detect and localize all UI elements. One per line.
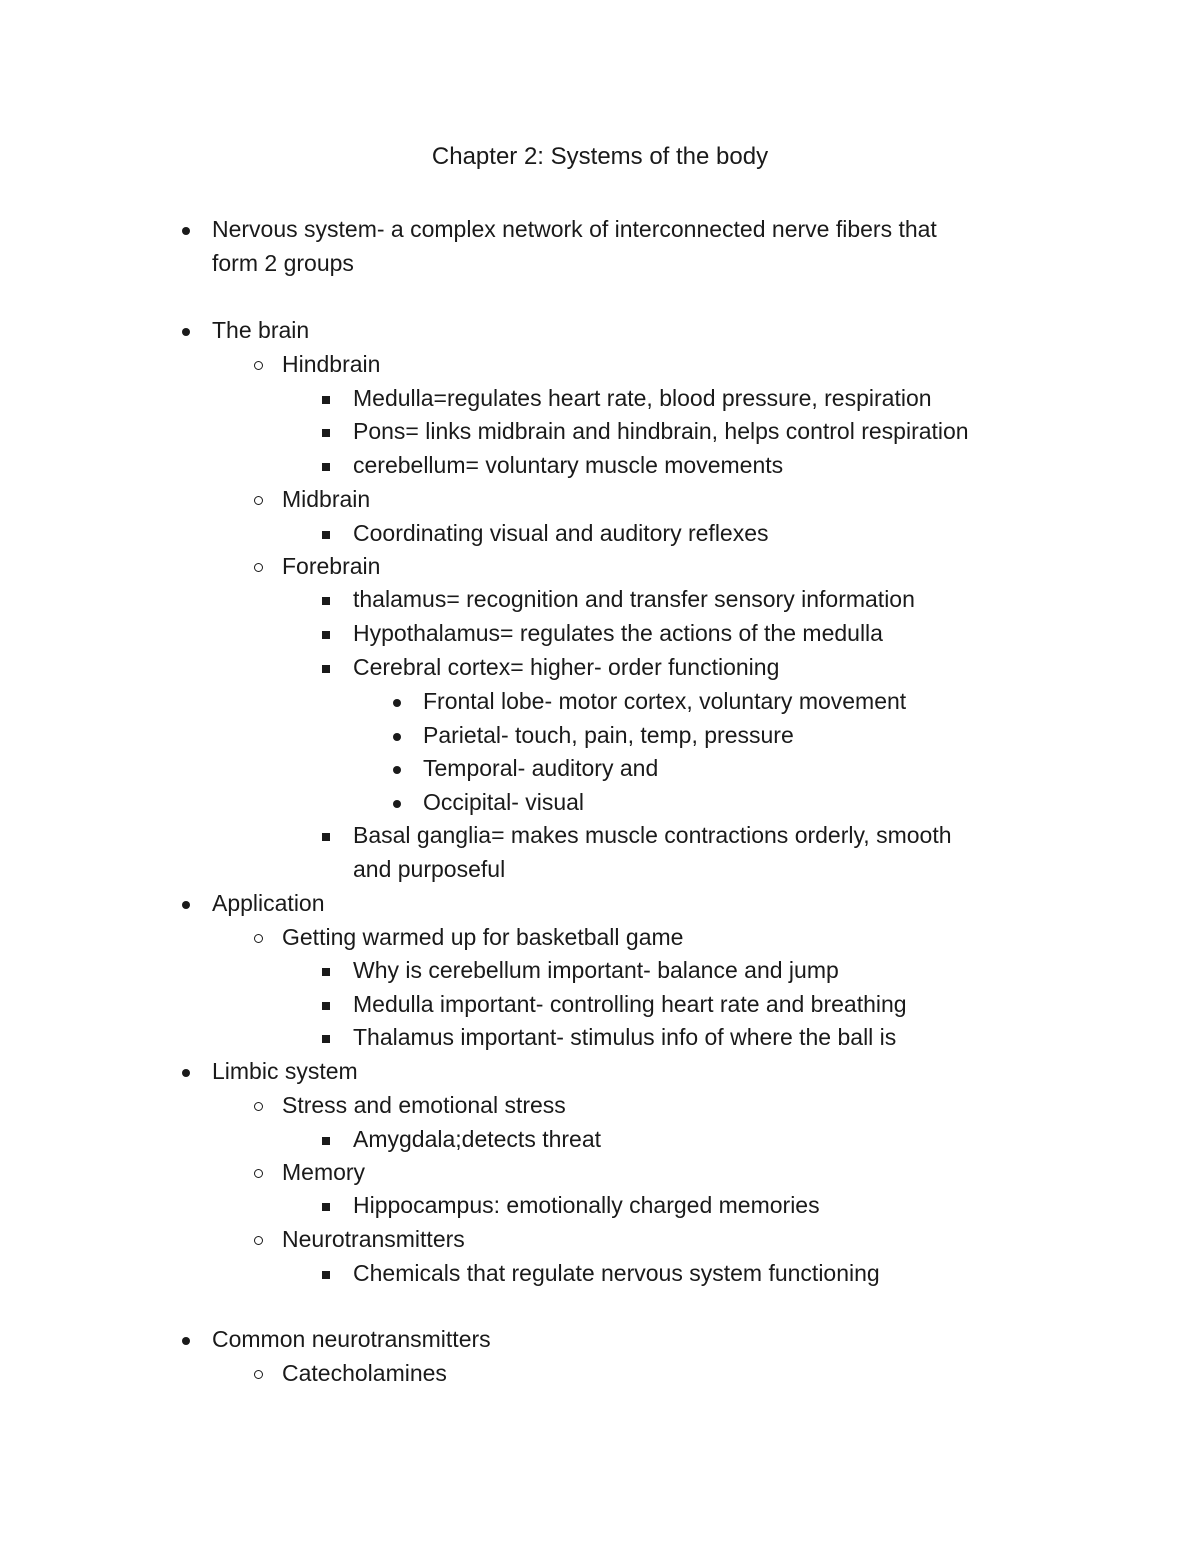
bullet-dot-icon xyxy=(387,785,407,819)
outline-item-level-1 xyxy=(212,886,325,920)
outline-item-level-4 xyxy=(423,684,906,718)
bullet-dot-icon xyxy=(176,1054,196,1088)
outline-item-level-3 xyxy=(353,381,932,415)
bullet-square-icon xyxy=(316,650,336,684)
outline-item-text: form 2 groups xyxy=(212,250,354,276)
bullet-square-icon xyxy=(316,1122,336,1156)
outline-item-level-2 xyxy=(282,1088,566,1122)
outline-item-level-3 xyxy=(353,1122,601,1156)
outline-item-text: Frontal lobe- motor cortex, voluntary movement xyxy=(423,688,907,714)
bullet-square-icon xyxy=(316,1020,336,1054)
bullet-square-icon xyxy=(316,582,336,616)
outline-item-text: Basal ganglia= makes muscle contractions orderly, smooth xyxy=(353,822,952,848)
outline-item-level-3 xyxy=(353,852,505,886)
outline-item-level-3 xyxy=(353,616,883,650)
outline-item-text: Chemicals that regulate nervous system functioning xyxy=(353,1260,880,1286)
bullet-square-icon xyxy=(316,516,336,550)
outline-item-level-3 xyxy=(353,818,952,852)
bullet-square-icon xyxy=(316,987,336,1021)
outline-item-text: Common neurotransmitters xyxy=(212,1326,491,1352)
bullet-circle-icon xyxy=(248,549,268,583)
bullet-square-icon xyxy=(316,1188,336,1222)
outline-item-level-1 xyxy=(212,1054,358,1088)
outline-item-text: Forebrain xyxy=(282,553,381,579)
bullet-circle-icon xyxy=(248,920,268,954)
outline-item-level-4 xyxy=(423,751,658,785)
outline-item-level-3 xyxy=(353,448,783,482)
outline-item-text: Hippocampus: emotionally charged memories xyxy=(353,1192,820,1218)
bullet-dot-icon xyxy=(387,718,407,752)
outline-item-text: and purposeful xyxy=(353,856,506,882)
bullet-dot-icon xyxy=(176,212,196,246)
outline-item-level-3 xyxy=(353,516,769,550)
outline-item-text: Thalamus important- stimulus info of where the ball is xyxy=(353,1024,897,1050)
outline-item-text: Memory xyxy=(282,1159,366,1185)
outline-item-text: Occipital- visual xyxy=(423,789,585,815)
bullet-square-icon xyxy=(316,448,336,482)
outline-item-level-3 xyxy=(353,582,915,616)
outline-item-text: Limbic system xyxy=(212,1058,358,1084)
outline-item-text: Getting warmed up for basketball game xyxy=(282,924,684,950)
bullet-circle-icon xyxy=(248,482,268,516)
outline-item-text: Nervous system- a complex network of interconnected nerve fibers that xyxy=(212,216,937,242)
bullet-dot-icon xyxy=(176,1322,196,1356)
outline-item-level-2 xyxy=(282,1222,465,1256)
bullet-dot-icon xyxy=(176,886,196,920)
outline-item-text: Midbrain xyxy=(282,486,371,512)
outline-item-level-1 xyxy=(212,212,937,246)
outline-item-text: Cerebral cortex= higher- order functioning xyxy=(353,654,780,680)
outline-item-level-4 xyxy=(423,718,794,752)
bullet-circle-icon xyxy=(248,1356,268,1390)
outline-item-level-2 xyxy=(282,920,683,954)
bullet-circle-icon xyxy=(248,347,268,381)
outline-item-text: Catecholamines xyxy=(282,1360,447,1386)
outline-item-text: Neurotransmitters xyxy=(282,1226,465,1252)
outline-item-level-2 xyxy=(282,549,380,583)
bullet-square-icon xyxy=(316,818,336,852)
bullet-square-icon xyxy=(316,953,336,987)
outline-item-text: The brain xyxy=(212,317,310,343)
outline-item-level-1 xyxy=(212,246,354,280)
outline-item-text: Amygdala;detects threat xyxy=(353,1126,602,1152)
bullet-dot-icon xyxy=(387,684,407,718)
bullet-circle-icon xyxy=(248,1222,268,1256)
outline-item-level-1 xyxy=(212,1322,491,1356)
outline-item-text: Hypothalamus= regulates the actions of the medulla xyxy=(353,620,883,646)
outline-item-text: Temporal- auditory and xyxy=(423,755,659,781)
bullet-dot-icon xyxy=(176,313,196,347)
bullet-dot-icon xyxy=(387,751,407,785)
outline-item-level-2 xyxy=(282,1356,447,1390)
outline-item-level-3 xyxy=(353,953,839,987)
outline-item-level-3 xyxy=(353,1020,896,1054)
outline-item-level-2 xyxy=(282,347,380,381)
outline-item-text: Application xyxy=(212,890,325,916)
outline-item-level-3 xyxy=(353,987,907,1021)
bullet-square-icon xyxy=(316,381,336,415)
outline-item-text: thalamus= recognition and transfer sensory information xyxy=(353,586,915,612)
outline-item-level-1 xyxy=(212,313,309,347)
outline-item-text: Stress and emotional stress xyxy=(282,1092,566,1118)
outline-item-text: Medulla important- controlling heart rate and breathing xyxy=(353,991,907,1017)
outline-item-text: Medulla=regulates heart rate, blood pressure, respiration xyxy=(353,385,932,411)
outline-item-text: cerebellum= voluntary muscle movements xyxy=(353,452,784,478)
outline-item-text: Why is cerebellum important- balance and jump xyxy=(353,957,839,983)
outline-item-text: Parietal- touch, pain, temp, pressure xyxy=(423,722,794,748)
outline-item-level-3 xyxy=(353,414,969,448)
outline-item-level-3 xyxy=(353,650,779,684)
bullet-circle-icon xyxy=(248,1088,268,1122)
bullet-circle-icon xyxy=(248,1155,268,1189)
outline-item-level-3 xyxy=(353,1256,880,1290)
outline-item-level-2 xyxy=(282,482,370,516)
bullet-square-icon xyxy=(316,414,336,448)
outline-item-level-4 xyxy=(423,785,584,819)
bullet-square-icon xyxy=(316,616,336,650)
outline-item-text: Coordinating visual and auditory reflexes xyxy=(353,520,769,546)
outline-item-level-2 xyxy=(282,1155,365,1189)
outline-item-level-3 xyxy=(353,1188,820,1222)
page-title: Chapter 2: Systems of the body xyxy=(431,143,769,170)
outline-item-text: Pons= links midbrain and hindbrain, helps control respiration xyxy=(353,418,969,444)
outline-item-text: Hindbrain xyxy=(282,351,381,377)
bullet-square-icon xyxy=(316,1256,336,1290)
